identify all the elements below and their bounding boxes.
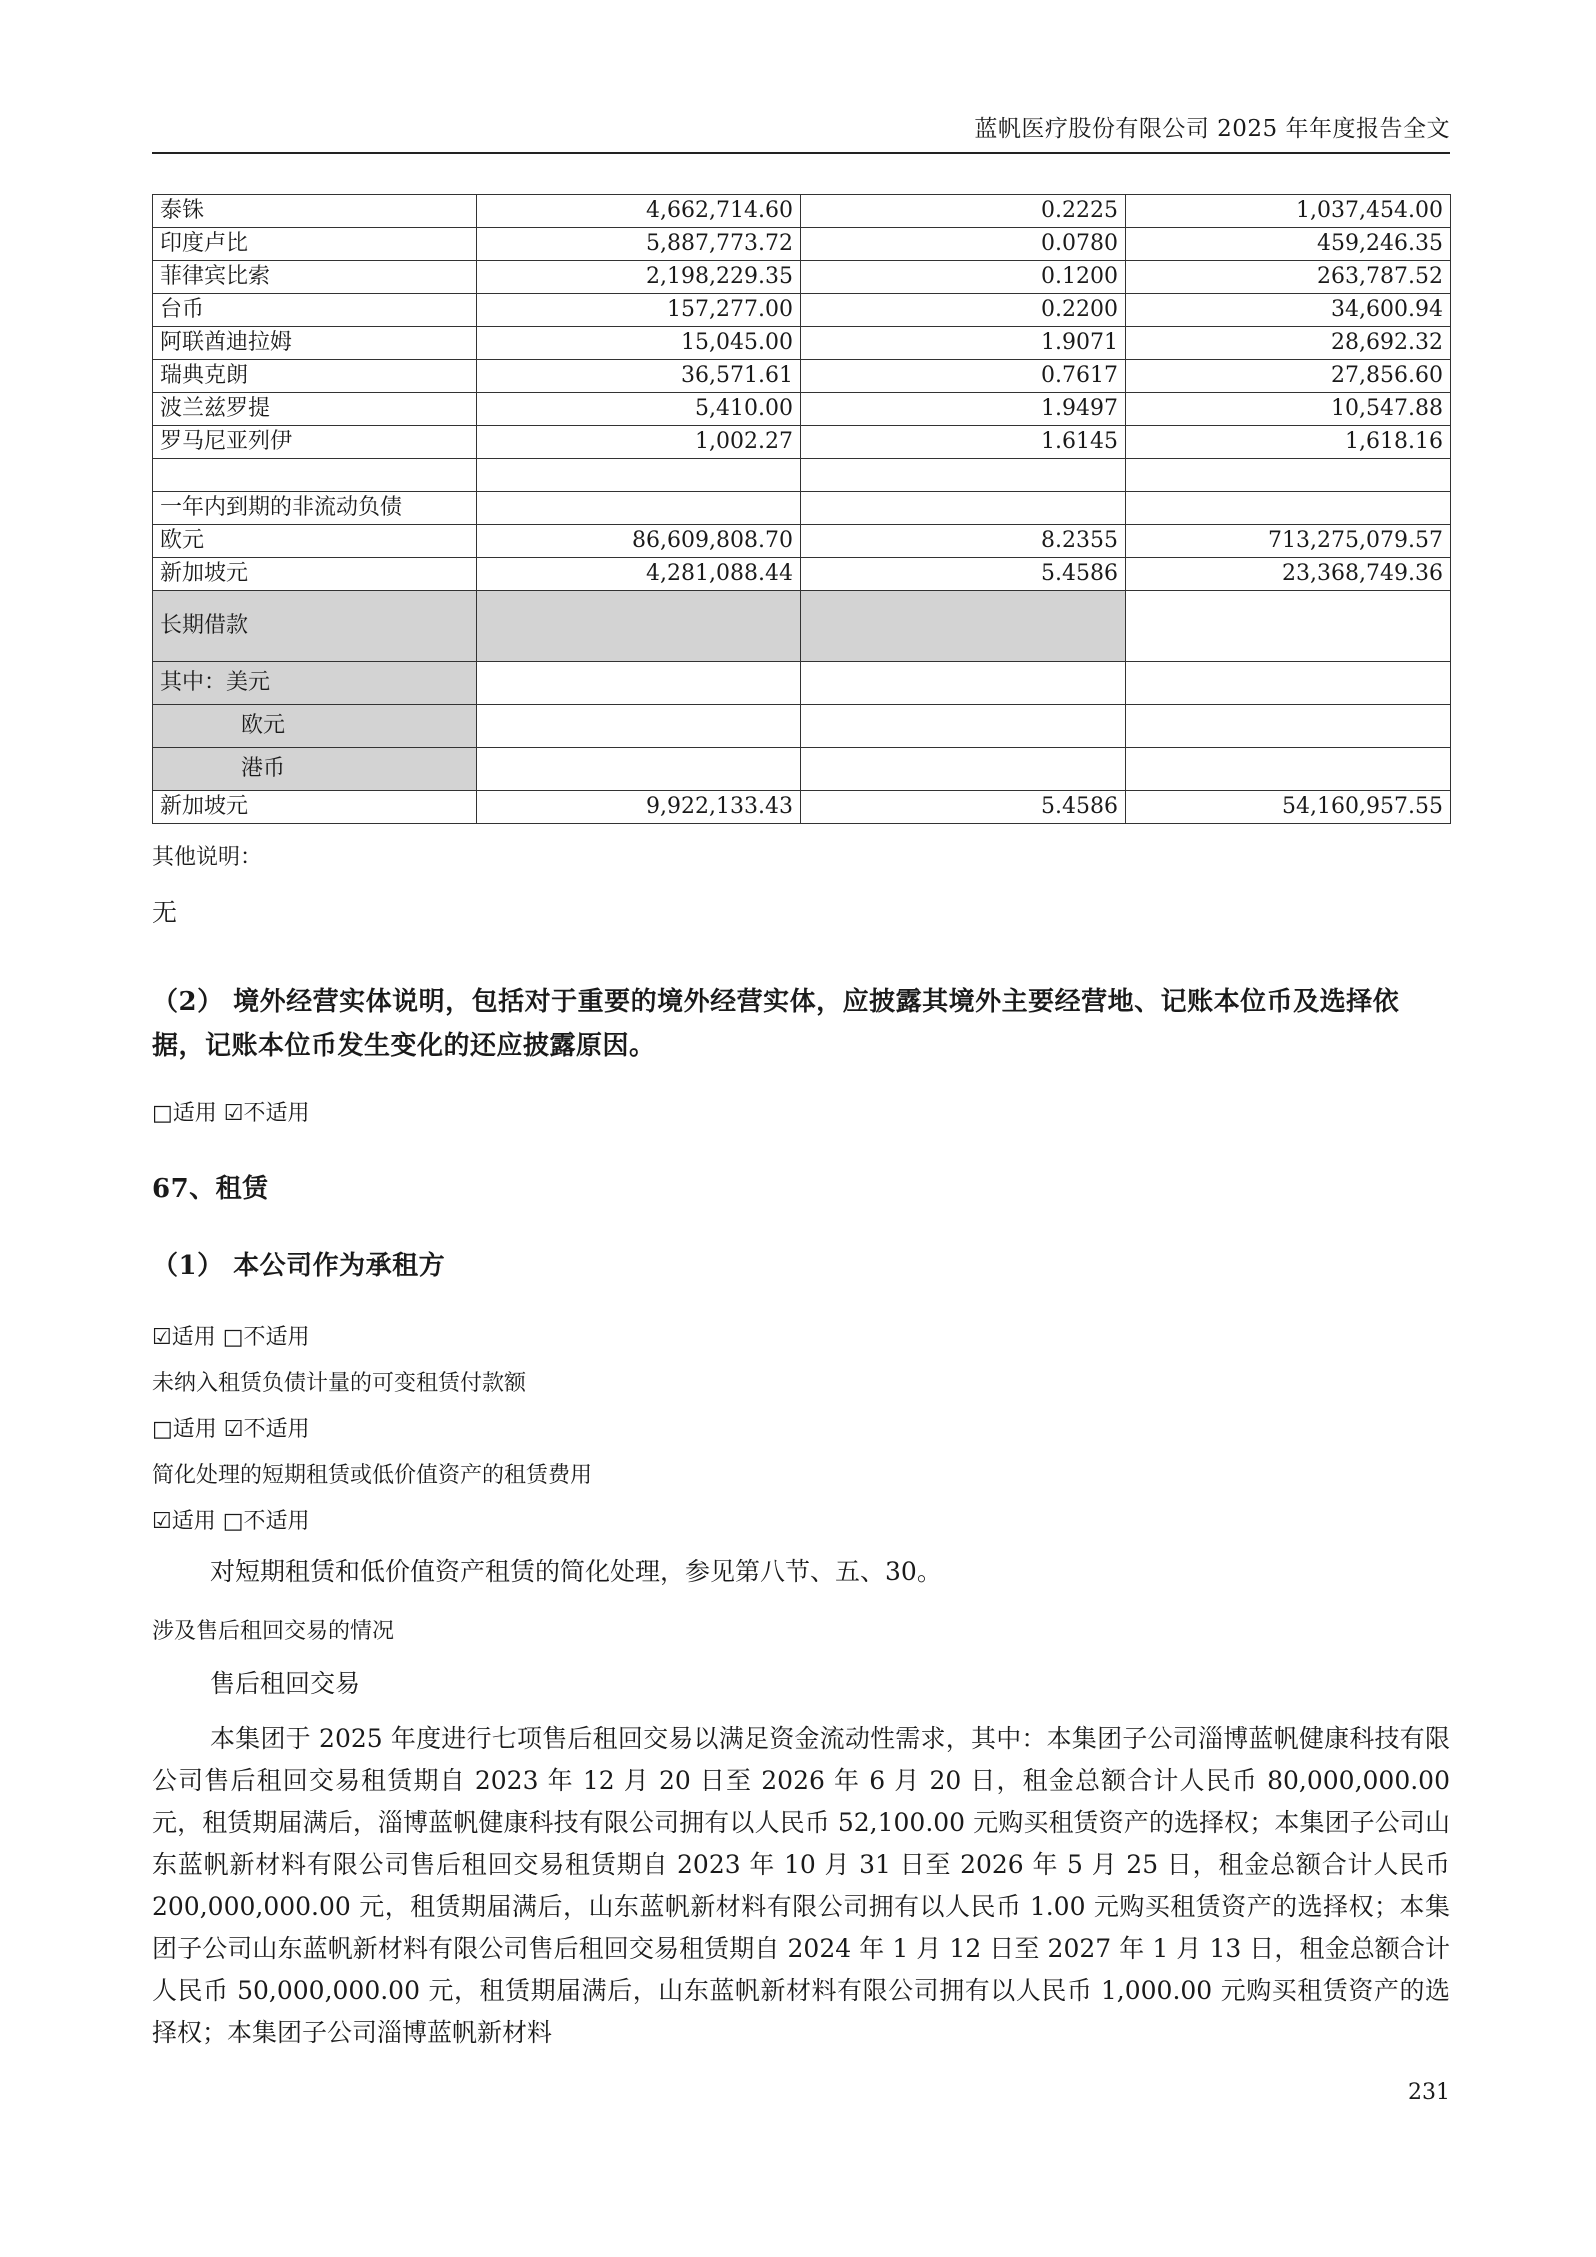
page-number: 231: [1408, 2080, 1450, 2105]
section-2-title: （2） 境外经营实体说明，包括对于重要的境外经营实体，应披露其境外主要经营地、记账本位币及选择依据，记账本位币发生变化的还应披露原因。: [152, 987, 1400, 1061]
row-name: 菲律宾比索: [153, 261, 477, 294]
row-name: 其中：美元: [153, 662, 477, 705]
table-row: [153, 459, 1451, 492]
row-rate: [801, 705, 1126, 748]
row-rate: 0.2225: [801, 195, 1126, 228]
row-amount: 15,045.00: [477, 327, 801, 360]
row-name: 新加坡元: [153, 791, 477, 824]
row-rmb: 23,368,749.36: [1126, 558, 1451, 591]
row-name: 新加坡元: [153, 558, 477, 591]
section-2-applicability: □适用 ☑不适用: [152, 1101, 310, 1126]
row-rmb: 713,275,079.57: [1126, 525, 1451, 558]
subsection-1-title: （1） 本公司作为承租方: [152, 1251, 446, 1281]
table-row: [153, 195, 1451, 228]
table-row: [153, 228, 1451, 261]
row-name: 印度卢比: [153, 228, 477, 261]
subsection-1-applicability: ☑适用 □不适用: [152, 1325, 310, 1350]
row-amount: 1,002.27: [477, 426, 801, 459]
row-rate: [801, 591, 1126, 662]
row-rmb: 54,160,957.55: [1126, 791, 1451, 824]
row-rmb: [1126, 591, 1451, 662]
header-rule: [152, 152, 1450, 154]
row-amount: [477, 662, 801, 705]
row-amount: [477, 705, 801, 748]
row-name: 波兰兹罗提: [153, 393, 477, 426]
row-rmb: 1,037,454.00: [1126, 195, 1451, 228]
row-amount: 5,887,773.72: [477, 228, 801, 261]
table-row: [153, 591, 1451, 662]
row-rmb: [1126, 492, 1451, 525]
row-rate: 5.4586: [801, 791, 1126, 824]
row-rmb: 34,600.94: [1126, 294, 1451, 327]
row-rate: [801, 662, 1126, 705]
table-row: [153, 525, 1451, 558]
table-row: [153, 294, 1451, 327]
row-rate: 0.7617: [801, 360, 1126, 393]
row-rate: 0.1200: [801, 261, 1126, 294]
table-row: [153, 393, 1451, 426]
row-rmb: [1126, 662, 1451, 705]
row-amount: [477, 459, 801, 492]
table-row: [153, 360, 1451, 393]
short-term-applicability: ☑适用 □不适用: [152, 1509, 310, 1534]
row-rate: 1.6145: [801, 426, 1126, 459]
row-amount: [477, 748, 801, 791]
other-note-value: 无: [152, 898, 178, 927]
row-rate: 1.9497: [801, 393, 1126, 426]
row-rate: [801, 492, 1126, 525]
row-name: 阿联酋迪拉姆: [153, 327, 477, 360]
row-name: 欧元: [153, 705, 477, 748]
row-name: 瑞典克朗: [153, 360, 477, 393]
row-rmb: [1126, 459, 1451, 492]
short-term-label: 简化处理的短期租赁或低价值资产的租赁费用: [152, 1463, 593, 1488]
row-rmb: [1126, 705, 1451, 748]
row-rate: [801, 459, 1126, 492]
row-rmb: 27,856.60: [1126, 360, 1451, 393]
leaseback-paragraph: 本集团于 2025 年度进行七项售后租回交易以满足资金流动性需求，其中：本集团子公司淄博蓝帆健康科技有限公司售后租回交易租赁期自 2023 年 12 月 20 日至 2026 年 6 月 20 日，租金总额合计人民币 80,000,000.00 元，租赁期届满后，淄博蓝帆健康科技有限公司拥有以人民币 52,100.00 元购买租赁资产的选择权；本集团子公司山东蓝帆新材料有限公司售后租回交易租赁期自 2023 年 10 月 31 日至 2026 年 5 月 25 日，租金总额合计人民币 200,000,000.00 元，租赁期届满后，山东蓝帆新材料有限公司拥有以人民币 1.00 元购买租赁资产的选择权；本集团子公司山东蓝帆新材料有限公司售后租回交易租赁期自 2024 年 1 月 12 日至 2027 年 1 月 13 日，租金总额合计人民币 50,000,000.00 元，租赁期届满后，山东蓝帆新材料有限公司拥有以人民币 1,000.00 元购买租赁资产的选择权；本集团子公司淄博蓝帆新材料: [152, 1724, 1450, 2047]
table-row: [153, 748, 1451, 791]
row-amount: 86,609,808.70: [477, 525, 801, 558]
header-title: 蓝帆医疗股份有限公司 2025 年年度报告全文: [974, 116, 1450, 142]
row-amount: 2,198,229.35: [477, 261, 801, 294]
row-rate: 1.9071: [801, 327, 1126, 360]
row-rmb: 263,787.52: [1126, 261, 1451, 294]
leaseback-label: 涉及售后租回交易的情况: [152, 1619, 395, 1644]
row-name: 长期借款: [153, 591, 477, 662]
row-rate: 8.2355: [801, 525, 1126, 558]
row-amount: 4,662,714.60: [477, 195, 801, 228]
row-rate: 5.4586: [801, 558, 1126, 591]
row-rmb: 1,618.16: [1126, 426, 1451, 459]
table-row: [153, 558, 1451, 591]
row-amount: [477, 591, 801, 662]
row-rate: 0.2200: [801, 294, 1126, 327]
row-rmb: 459,246.35: [1126, 228, 1451, 261]
currency-table: [152, 194, 1451, 824]
short-term-text: 对短期租赁和低价值资产租赁的简化处理，参见第八节、五、30。: [210, 1557, 942, 1586]
row-name: 罗马尼亚列伊: [153, 426, 477, 459]
row-rmb: [1126, 748, 1451, 791]
table-row: [153, 327, 1451, 360]
table-row: [153, 261, 1451, 294]
row-rate: [801, 748, 1126, 791]
table-row: [153, 492, 1451, 525]
variable-lease-applicability: □适用 ☑不适用: [152, 1417, 310, 1442]
row-name: 台币: [153, 294, 477, 327]
row-name: 一年内到期的非流动负债: [153, 492, 477, 525]
table-row: [153, 662, 1451, 705]
row-amount: 5,410.00: [477, 393, 801, 426]
row-amount: [477, 492, 801, 525]
row-amount: 9,922,133.43: [477, 791, 801, 824]
row-rmb: 28,692.32: [1126, 327, 1451, 360]
row-amount: 36,571.61: [477, 360, 801, 393]
row-name: 港币: [153, 748, 477, 791]
table-row: [153, 705, 1451, 748]
variable-lease-label: 未纳入租赁负债计量的可变租赁付款额: [152, 1371, 527, 1396]
row-rate: 0.0780: [801, 228, 1126, 261]
row-amount: 4,281,088.44: [477, 558, 801, 591]
leaseback-subtitle: 售后租回交易: [210, 1669, 361, 1698]
table-row: [153, 791, 1451, 824]
row-name: 泰铢: [153, 195, 477, 228]
row-name: 欧元: [153, 525, 477, 558]
table-row: [153, 426, 1451, 459]
row-rmb: 10,547.88: [1126, 393, 1451, 426]
other-note-label: 其他说明：: [152, 845, 263, 870]
row-name: [153, 459, 477, 492]
row-amount: 157,277.00: [477, 294, 801, 327]
section-67-title: 67、租赁: [152, 1174, 269, 1204]
